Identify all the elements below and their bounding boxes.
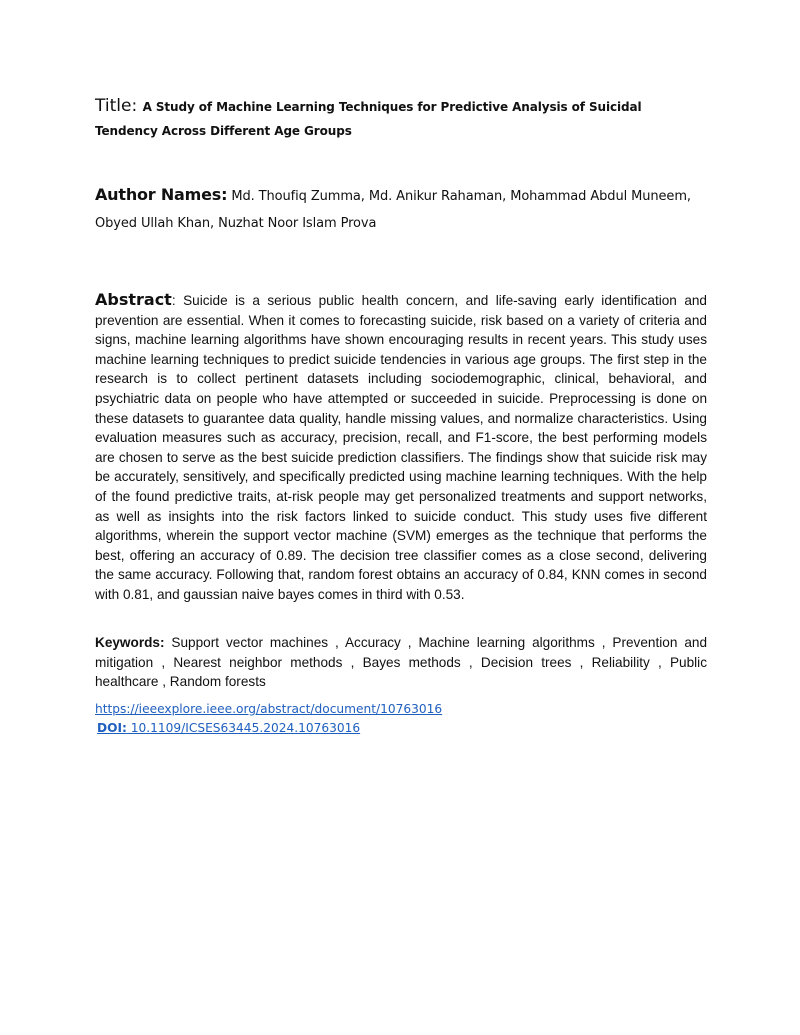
- doi-value: 10.1109/ICSES63445.2024.10763016: [126, 721, 361, 735]
- doi-label: DOI:: [97, 721, 127, 735]
- authors-label: Author Names:: [95, 185, 228, 204]
- title-label: Title: [95, 96, 132, 116]
- title-separator: :: [131, 96, 143, 116]
- keywords-text: Support vector machines , Accuracy , Machine learning algorithms , Prevention and mitigation , Nearest neighbor methods , Bayes methods , Decision trees , Reliability , Public healthcare , Random forests: [95, 635, 707, 690]
- abstract-separator: :: [171, 293, 184, 308]
- links-section: [95, 700, 707, 738]
- authors-section: [95, 182, 707, 237]
- title-section: [95, 94, 707, 143]
- paper-url-link[interactable]: https://ieeexplore.ieee.org/abstract/document/10763016: [95, 702, 443, 716]
- paper-title: A Study of Machine Learning Techniques for Predictive Analysis of Suicidal Tendency Across Different Age Groups: [95, 100, 642, 138]
- keywords-label: Keywords:: [95, 635, 165, 650]
- author-names: Md. Thoufiq Zumma, Md. Anikur Rahaman, Mohammad Abdul Muneem, Obyed Ullah Khan, Nuzhat Noor Islam Prova: [95, 189, 691, 231]
- abstract-label: Abstract: [95, 290, 172, 309]
- abstract-text: Suicide is a serious public health concern, and life-saving early identification and prevention are essential. When it comes to forecasting suicide, risk based on a variety of criteria and signs, machine learning algorithms have shown encouraging results in recent years. This study uses machine learning techniques to predict suicide tendencies in various age groups. The first step in the research is to collect pertinent datasets including sociodemographic, clinical, behavioral, and psychiatric data on people who have attempted or succeeded in suicide. Preprocessing is done on these datasets to guarantee data quality, handle missing values, and normalize characteristics. Using evaluation measures such as accuracy, precision, recall, and F1-score, the best performing models are chosen to serve as the best suicide prediction classifiers. The findings show that suicide risk may be accurately, sensitively, and specifically predicted using machine learning techniques. With the help of the found predictive traits, at-risk people may get personalized treatments and support networks, as well as insights into the risk factors linked to suicide conduct. This study uses five different algorithms, wherein the support vector machine (SVM) emerges as the technique that performs the best, offering an accuracy of 0.89. The decision tree classifier comes as a close second, delivering the same accuracy. Following that, random forest obtains an accuracy of 0.84, KNN comes in second with 0.81, and gaussian naive bayes comes in third with 0.53.: [95, 293, 707, 602]
- keywords-section: [95, 633, 707, 692]
- abstract-section: [95, 290, 707, 605]
- doi-link[interactable]: [95, 719, 707, 738]
